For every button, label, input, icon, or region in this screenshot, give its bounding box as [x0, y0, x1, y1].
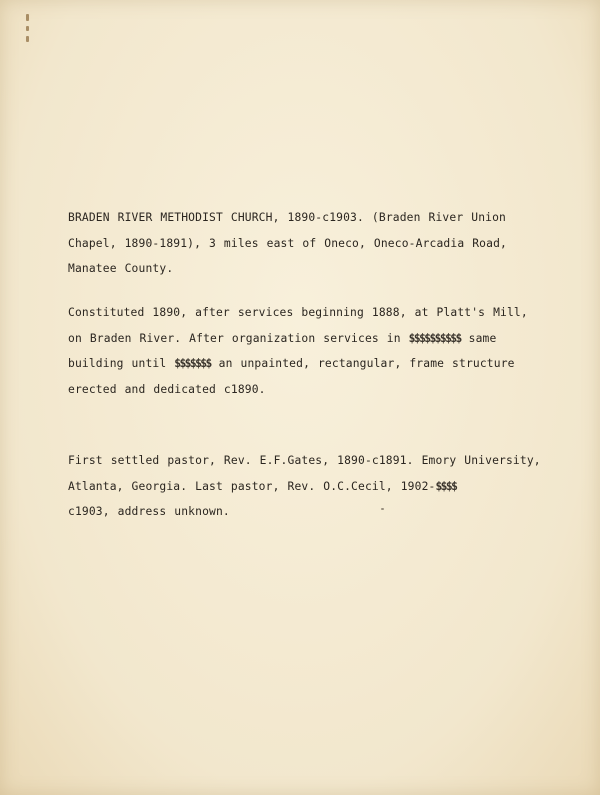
- history-line-1: Constituted 1890, after services beginning 1888, at Platt's Mill,: [68, 306, 528, 319]
- struck-out-text: $$$$$$$: [174, 356, 211, 371]
- history-line-3: building until $$$$$$$ an unpainted, rectangular, frame structure: [68, 351, 554, 377]
- heading-line-1: [68, 205, 554, 231]
- staple-marks: [26, 14, 32, 44]
- pastors-line-3: c1903, address unknown.: [68, 505, 230, 518]
- history-paragraph: [68, 300, 554, 402]
- church-title: BRADEN RIVER METHODIST CHURCH, 1890-c1903.: [68, 211, 364, 224]
- pastors-line-1: First settled pastor, Rev. E.F.Gates, 1890-c1891. Emory University,: [68, 454, 541, 467]
- struck-out-text: $$$$: [435, 479, 457, 493]
- union-chapel-parenthetical: (Braden River Union: [371, 211, 506, 224]
- history-line-2: on Braden River. After organization services in $$$$$$$$$$ same: [68, 326, 554, 352]
- heading-line-2: Chapel, 1890-1891), 3 miles east of Oneco, Oneco-Arcadia Road,: [68, 236, 507, 250]
- church-heading-paragraph: [68, 205, 554, 282]
- ink-speck: [381, 508, 384, 510]
- pastors-paragraph: [68, 448, 554, 525]
- struck-out-text: $$$$$$$$$$: [408, 331, 461, 345]
- heading-line-3: Manatee County.: [68, 262, 174, 275]
- history-line-4: erected and dedicated c1890.: [68, 382, 266, 396]
- pastors-line-2: Atlanta, Georgia. Last pastor, Rev. O.C.Cecil, 1902-$$$$: [68, 474, 554, 500]
